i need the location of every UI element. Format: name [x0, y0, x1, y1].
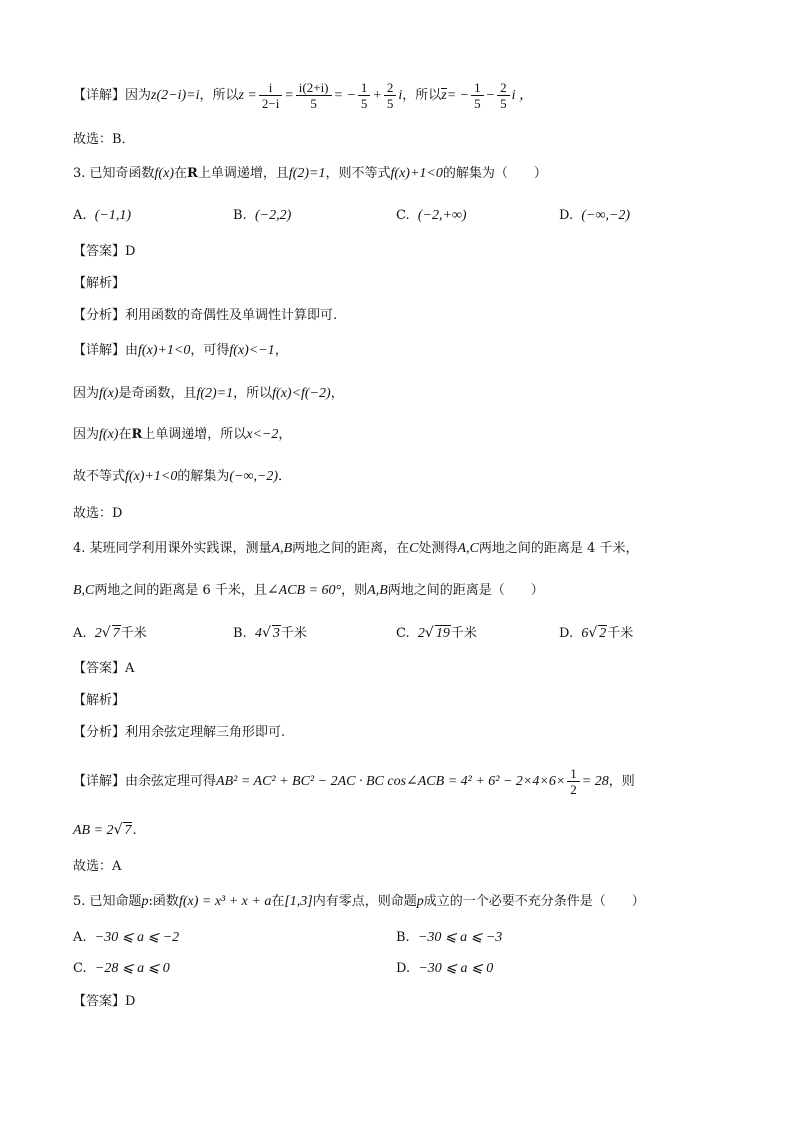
text: 成立的一个必要不充分条件是（ ） [423, 894, 645, 909]
text: 的解集为 [177, 469, 230, 484]
math-expr: = [284, 88, 294, 103]
option-d [559, 206, 630, 226]
numerator: 2 [384, 80, 397, 96]
fraction [296, 80, 332, 111]
fraction [259, 80, 282, 111]
text: 5. 已知命题 [73, 894, 142, 909]
sqrt-icon: √ [424, 625, 434, 641]
math-expr: (−∞,−2) [229, 469, 279, 484]
coefficient: 6 [581, 626, 589, 641]
choose-line: 故选：B． [73, 132, 135, 147]
math-expr: f(x)<−1 [229, 343, 275, 358]
option-c [73, 959, 170, 979]
text: ，所以 [402, 88, 442, 103]
question-5-stem [73, 892, 645, 912]
analysis-heading: 【解析】 [73, 693, 126, 708]
math-expr: ∠ACB = 60° [266, 583, 342, 598]
detail-line [73, 384, 344, 404]
text: 【详解】由 [73, 343, 139, 358]
numerator: 1 [471, 80, 484, 96]
text: 两地之间的距离是（ ） [387, 583, 544, 598]
math-expr: f(x)+1<0 [125, 469, 178, 484]
text: 故不等式 [73, 469, 126, 484]
option-label: B. [396, 930, 410, 945]
option-b [233, 206, 291, 226]
option-a [73, 206, 131, 226]
analysis-text: 【分析】利用函数的奇偶性及单调性计算即可. [73, 308, 338, 323]
answer-label: 【答案】D [73, 244, 136, 259]
text: 两地之间的距离，在 [292, 541, 410, 556]
math-expr: = 28 [581, 774, 609, 789]
option-value: −28 ⩽ a ⩽ 0 [94, 961, 170, 976]
text: 【详解】由余弦定理可得 [73, 774, 217, 789]
detail-line [73, 467, 291, 487]
coefficient: 2 [417, 626, 425, 641]
math-expr: A,B [271, 541, 293, 556]
option-label: A. [73, 208, 87, 223]
sqrt-icon: √ [588, 625, 598, 641]
option-label: A. [73, 930, 87, 945]
math-expr: f(2)=1 [196, 386, 234, 401]
denominator: 2 [570, 782, 577, 797]
radicand: 7 [112, 626, 120, 641]
unit: 千米 [450, 626, 477, 641]
option-d [559, 623, 633, 644]
text: 的解集为（ ） [442, 166, 547, 181]
text: ， [330, 386, 344, 401]
option-label: D. [559, 208, 574, 223]
option-value: −30 ⩽ a ⩽ 0 [418, 961, 494, 976]
math-expr: B,C [73, 583, 95, 598]
option-a [73, 623, 147, 644]
text: ，则不等式 [325, 166, 391, 181]
option-value: −30 ⩽ a ⩽ −2 [94, 930, 180, 945]
option-label: C. [396, 208, 410, 223]
text: ． [278, 469, 292, 484]
unit: 千米 [120, 626, 147, 641]
math-expr: A,C [457, 541, 479, 556]
fraction [567, 766, 580, 797]
fraction [358, 80, 371, 111]
math-expr: f(x)+1<0 [138, 343, 191, 358]
question-4-stem [73, 539, 638, 559]
numerator: i(2+i) [296, 80, 332, 96]
math-expr: f(x) = x³ + x + a [178, 894, 272, 909]
denominator: 2−i [261, 96, 280, 111]
text: 处测得 [418, 541, 458, 556]
question-3-stem [73, 164, 547, 184]
numerator: 1 [567, 766, 580, 782]
sqrt-icon: √ [101, 625, 111, 641]
math-expr: x<−2 [246, 427, 279, 442]
denominator: 5 [310, 96, 317, 111]
denominator: 5 [474, 96, 481, 111]
text: 4. 某班同学利用课外实践课，测量 [73, 541, 272, 556]
math-expr: AB = 2 [73, 823, 114, 838]
option-b [396, 928, 502, 948]
denominator: 5 [386, 96, 394, 111]
choose-line: 故选：A [73, 859, 122, 874]
fraction [497, 80, 510, 111]
option-label: B. [233, 208, 247, 223]
radicand: 3 [272, 626, 280, 641]
detail-line [73, 820, 137, 841]
text: 3. 已知奇函数 [73, 166, 155, 181]
numerator: 2 [497, 80, 510, 96]
text: 在 [173, 166, 187, 181]
math-expr: i [398, 88, 403, 103]
option-c [396, 206, 467, 226]
numerator: i [259, 80, 282, 96]
option-b [233, 623, 307, 644]
text: 因为 [73, 386, 100, 401]
text: . [132, 823, 137, 838]
math-expr: f(x) [99, 427, 119, 442]
option-label: D. [396, 961, 411, 976]
math-expr: f(x)<f(−2) [272, 386, 331, 401]
coefficient: 2 [94, 626, 102, 641]
answer-label: 【答案】D [73, 994, 136, 1009]
math-expr: − [485, 88, 496, 103]
math-expr: p [141, 894, 149, 909]
question-4-stem-cont [73, 581, 544, 601]
option-c [396, 623, 477, 644]
text: 上单调递增，且 [197, 166, 289, 181]
unit: 千米 [280, 626, 307, 641]
denominator: 5 [500, 96, 507, 111]
text: ， [278, 427, 292, 442]
math-expr: i ， [511, 88, 533, 103]
text: ，可得 [190, 343, 230, 358]
text: ，则 [608, 774, 635, 789]
text: 在 [271, 894, 285, 909]
math-expr: z = [238, 88, 257, 103]
coefficient: 4 [254, 626, 262, 641]
text: ，则 [341, 583, 368, 598]
math-expr: C [409, 541, 419, 556]
option-d [396, 959, 493, 979]
detail-line [73, 766, 635, 797]
text: 上单调递增，所以 [142, 427, 247, 442]
math-expr: z(2−i)=i [151, 88, 200, 103]
math-expr: + [372, 88, 382, 103]
unit: 千米 [607, 626, 634, 641]
math-expr: = − [333, 88, 356, 103]
answer-label: 【答案】A [73, 661, 135, 676]
option-label: C. [396, 626, 410, 641]
text: ，所以 [233, 386, 273, 401]
option-value: (−∞,−2) [581, 208, 631, 223]
math-expr: [1,3] [284, 894, 313, 909]
math-expr: AB² = AC² + BC² − 2AC · BC cos∠ACB = 4² + 6² − 2×4×6× [216, 774, 566, 789]
detail-label: 【详解】因为 [73, 88, 152, 103]
analysis-heading: 【解析】 [73, 276, 126, 291]
choose-line: 故选：D [73, 506, 123, 521]
sqrt-icon: √ [261, 625, 271, 641]
real-set-symbol: R [187, 166, 198, 181]
detail-line [73, 425, 291, 445]
radicand: 2 [599, 626, 607, 641]
text: 两地之间的距离是 4 千米， [478, 541, 639, 556]
math-expr: A,B [367, 583, 388, 598]
detail-line [73, 341, 288, 361]
sqrt-icon: √ [113, 822, 123, 838]
math-expr: f(x) [99, 386, 119, 401]
real-set-symbol: R [131, 427, 143, 442]
fraction [384, 80, 397, 111]
option-a [73, 928, 179, 948]
text: 内有零点，则命题 [312, 894, 417, 909]
z-conjugate: z [441, 88, 447, 103]
math-expr: f(x)+1<0 [390, 166, 443, 181]
text: :函数 [148, 894, 179, 909]
radicand: 19 [435, 626, 450, 641]
numerator: 1 [358, 80, 371, 96]
option-label: A. [73, 626, 87, 641]
math-expr: p [416, 894, 424, 909]
denominator: 5 [360, 96, 368, 111]
option-value: (−2,2) [254, 208, 292, 223]
fraction [471, 80, 484, 111]
detail-line-q2 [73, 80, 533, 111]
math-expr: f(2)=1 [288, 166, 326, 181]
text: ，所以 [199, 88, 239, 103]
math-expr: f(x) [154, 166, 174, 181]
text: 是奇函数，且 [118, 386, 197, 401]
option-label: B. [233, 626, 247, 641]
option-label: C. [73, 961, 87, 976]
option-value: (−1,1) [94, 208, 132, 223]
math-expr: = − [446, 88, 470, 103]
option-value: −30 ⩽ a ⩽ −3 [417, 930, 503, 945]
analysis-text: 【分析】利用余弦定理解三角形即可. [73, 725, 286, 740]
option-value: (−2,+∞) [417, 208, 467, 223]
text: ， [274, 343, 288, 358]
text: 两地之间的距离是 6 千米，且 [94, 583, 267, 598]
option-label: D. [559, 626, 574, 641]
text: 在 [118, 427, 132, 442]
text: 因为 [73, 427, 100, 442]
radicand: 7 [124, 823, 132, 838]
